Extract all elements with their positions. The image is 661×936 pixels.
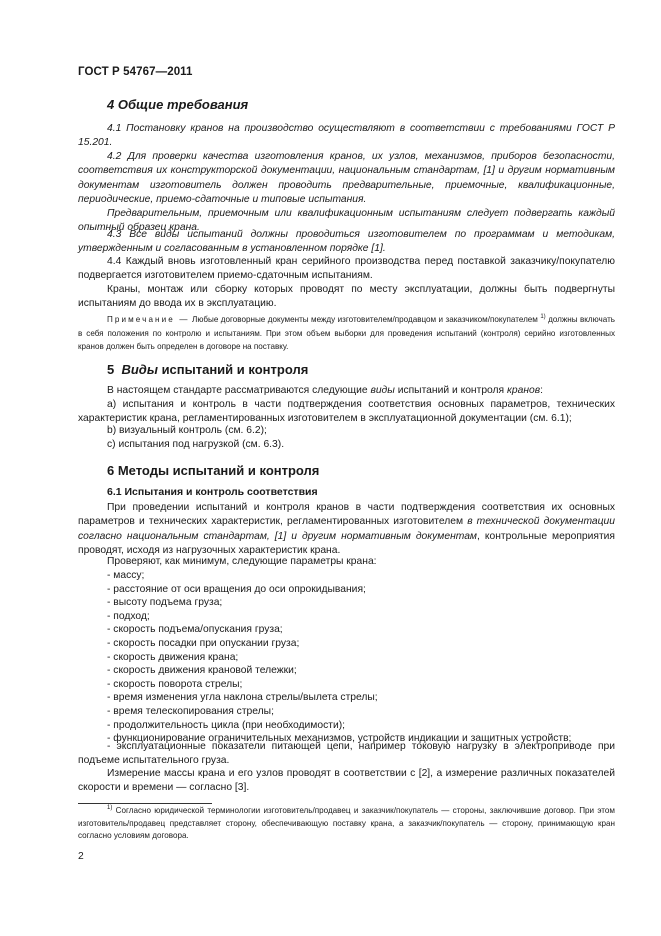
list-item: - скорость движения крана; xyxy=(107,651,239,663)
footnote xyxy=(78,805,615,843)
section-5-number: 5 xyxy=(107,362,115,377)
intro-italic-2: кранов xyxy=(507,385,541,396)
para-4-2-cont: Предварительным, приемочным или квалификационным испытаниям следует подвергать каждый опытный образец крана. xyxy=(78,208,615,234)
note-label: Примечание — xyxy=(107,315,190,324)
params-list xyxy=(107,569,615,746)
params-last-item: - эксплуатационные показатели питающей цепи, например токовую нагрузку в электроприводе при подъеме испытательного груза. xyxy=(78,741,615,767)
intro-text-a: В настоящем стандарте рассматриваются следующие xyxy=(107,385,368,396)
list-item: - время изменения угла наклона стрелы/вылета стрелы; xyxy=(107,692,378,704)
list-item: - высоту подъема груза; xyxy=(107,597,223,609)
section-5-intro xyxy=(78,384,615,398)
section-5-heading xyxy=(107,362,308,377)
section-4-heading: 4 Общие требования xyxy=(107,97,249,112)
footnote-mark: 1) xyxy=(107,805,113,811)
para-6-1-text-b: , контрольные мероприятия проводят, исходя из нагрузочных характеристик крана. xyxy=(78,530,615,556)
note-footnote-ref: 1) xyxy=(540,314,546,320)
intro-text-b: испытаний и контроля xyxy=(397,385,505,396)
list-item: - скорость движения крановой тележки; xyxy=(107,665,297,677)
list-item: - массу; xyxy=(107,570,145,581)
intro-italic-1: виды xyxy=(370,385,395,396)
footnote-text: Согласно юридической терминологии изготовитель/продавец и заказчик/покупатель — стороны, заключившие договор. При этом изготовитель/продавец представляет сторону, обеспечивающую поставку крана, а заказчик/покупатель — сторону, принимающую кран согласно условиям договора. xyxy=(78,806,615,841)
list-item: - скорость поворота стрелы; xyxy=(107,678,243,690)
list-item: - время телескопирования стрелы; xyxy=(107,705,274,717)
section-5-heading-rest: испытаний и контроля xyxy=(161,362,309,377)
list-item: - скорость посадки при опускании груза; xyxy=(107,637,300,649)
standard-header: ГОСТ Р 54767—2011 xyxy=(78,66,193,78)
section-6-heading: 6 Методы испытаний и контроля xyxy=(107,463,320,478)
intro-text-c: : xyxy=(540,385,543,396)
list-item: - подход; xyxy=(107,610,150,622)
para-4-4-cont: Краны, монтаж или сборку которых проводят по месту эксплуатации, должны быть подвергнуты испытаниям до ввода их в эксплуатацию. xyxy=(78,284,615,310)
list-item: - скорость подъема/опускания груза; xyxy=(107,624,283,636)
footnote-divider xyxy=(78,803,212,804)
para-4-4: 4.4 Каждый вновь изготовленный кран серийного производства перед поставкой заказчику/покупателю подвергается изготовителем приемо-сдаточным испытаниям. xyxy=(78,256,615,282)
test-type-b: b) визуальный контроль (см. 6.2); xyxy=(107,425,267,436)
test-type-a: a) испытания и контроль в части подтверждения соответствия основных параметров, технических характеристик крана, регламентированных изготовителем в эксплуатационной документации (см. 6.1); xyxy=(78,399,615,425)
note-text-a: Любые договорные документы между изготовителем/продавцом и заказчиком/покупателем xyxy=(192,315,538,324)
para-6-1-measurement: Измерение массы крана и его узлов проводят в соответствии с [2], а измерение различных показателей скорости и времени — согласно [3]. xyxy=(78,768,615,794)
section-6-1-heading: 6.1 Испытания и контроль соответствия xyxy=(107,486,318,498)
para-4-2: 4.2 Для проверки качества изготовления кранов, их узлов, механизмов, приборов безопасности, соответствия их конструкторской документации, национальным стандартам, [1] и другим нормативным документам изготовитель должен проводить предварительные, приемочные, квалификационные, периодические, приемо-сдаточные и типовые испытания. xyxy=(78,151,615,205)
page-number: 2 xyxy=(78,851,84,862)
test-type-c: c) испытания под нагрузкой (см. 6.3). xyxy=(107,439,285,450)
note xyxy=(78,313,615,354)
para-4-3: 4.3 Все виды испытаний должны проводиться изготовителем по программам и методикам, утвержденным и согласованным в установленном порядке [1]. xyxy=(78,229,615,255)
para-6-1 xyxy=(78,501,615,558)
note-text-b: должны включать в себя положения по контролю и испытаниям. При этом объем выборки для проведения испытаний (контроля) серийно изготовленных кранов должен быть определен в договоре на поставку. xyxy=(78,315,616,352)
list-item: - расстояние от оси вращения до оси опрокидывания; xyxy=(107,583,366,595)
section-5-heading-italic: Виды xyxy=(121,362,158,377)
para-6-1-italic: в технической документации согласно национальным стандартам, [1] и другим нормативным документам xyxy=(78,516,615,542)
para-6-1-text-a: При проведении испытаний и контроля кранов в части подтверждения соответствия их основных параметров и технических характеристик, регламентированных изготовителем xyxy=(78,502,615,528)
list-item: - функционирование ограничительных механизмов, устройств индикации и защитных устройств; xyxy=(107,733,572,745)
para-4-1: 4.1 Постановку кранов на производство осуществляют в соответствии с требованиями ГОСТ Р 15.201. xyxy=(78,123,615,149)
para-6-1-params-intro: Проверяют, как минимум, следующие параметры крана: xyxy=(107,556,377,567)
list-item: - продолжительность цикла (при необходимости); xyxy=(107,719,346,731)
